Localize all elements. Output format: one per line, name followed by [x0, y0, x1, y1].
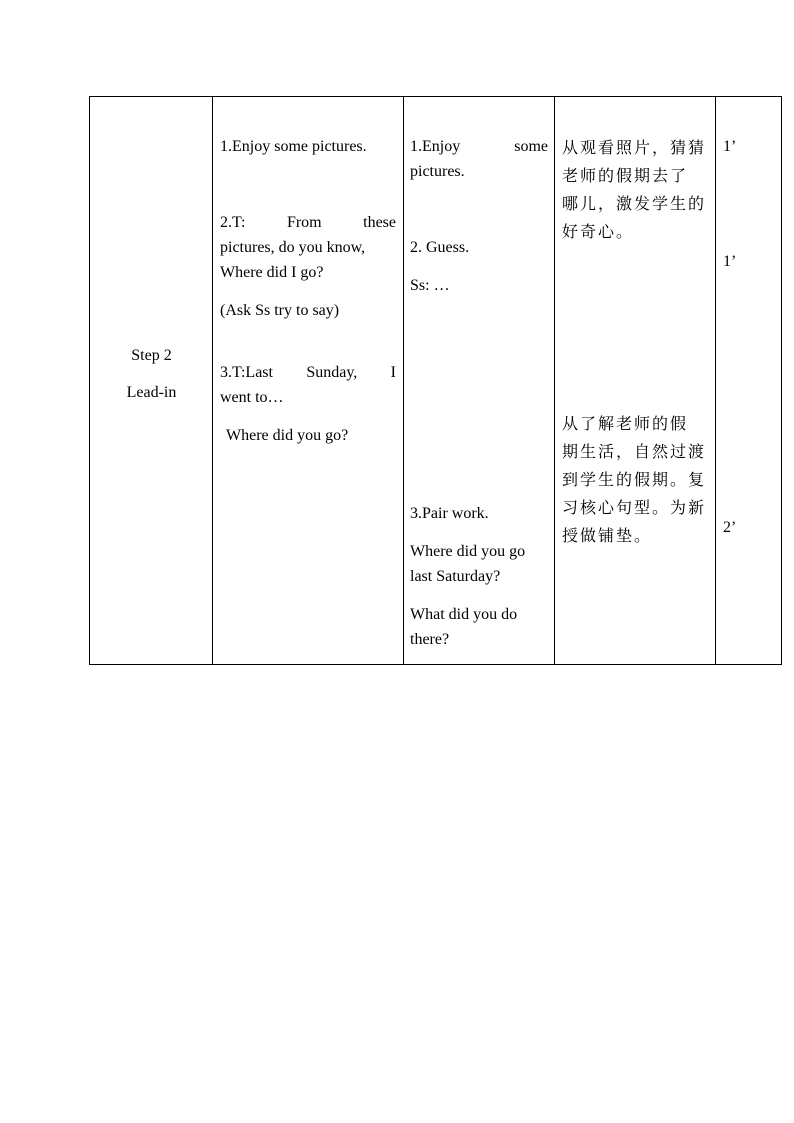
student-question-2-line2: there?	[410, 631, 450, 648]
student-activity-2-answer: Ss: …	[410, 277, 450, 294]
teacher-activity-3-question: Where did you go?	[226, 427, 349, 444]
time-3: 2’	[723, 519, 737, 536]
step-title: Step 2	[131, 347, 172, 364]
purpose-1: 从观看照片，猜猜 老师的假期去了 哪儿，激发学生的 好奇心。	[562, 138, 707, 241]
lesson-plan-table	[89, 96, 782, 665]
student-activity-1-line2: pictures.	[410, 163, 465, 180]
purpose-column	[555, 97, 716, 664]
student-activity-3: 3.Pair work.	[410, 505, 489, 522]
student-question-2-line1: What did you do	[410, 606, 518, 623]
teacher-activity-2-line2: pictures, do you know,	[220, 239, 366, 256]
student-activity-1-line1: 1.Enjoy some	[410, 138, 548, 155]
teacher-activity-2-line1: 2.T: From these	[220, 214, 396, 231]
teacher-activity-3-line2: went to…	[220, 389, 284, 406]
teacher-activity-column	[213, 97, 404, 664]
step-column	[90, 97, 213, 664]
time-column	[716, 97, 782, 664]
teacher-activity-3-line1: 3.T:Last Sunday, I	[220, 364, 396, 381]
time-2: 1’	[723, 253, 737, 270]
student-activity-column	[404, 97, 555, 664]
student-question-1-line1: Where did you go	[410, 543, 526, 560]
student-question-1-line2: last Saturday?	[410, 568, 501, 585]
student-activity-2: 2. Guess.	[410, 239, 470, 256]
purpose-2: 从了解老师的假 期生活，自然过渡 到学生的假期。复 习核心句型。为新 授做铺垫。	[562, 414, 707, 545]
time-1: 1’	[723, 138, 737, 155]
teacher-activity-1: 1.Enjoy some pictures.	[220, 138, 367, 155]
teacher-activity-2-line3: Where did I go?	[220, 264, 324, 281]
teacher-activity-2-note: (Ask Ss try to say)	[220, 302, 340, 319]
step-name: Lead-in	[126, 384, 177, 401]
